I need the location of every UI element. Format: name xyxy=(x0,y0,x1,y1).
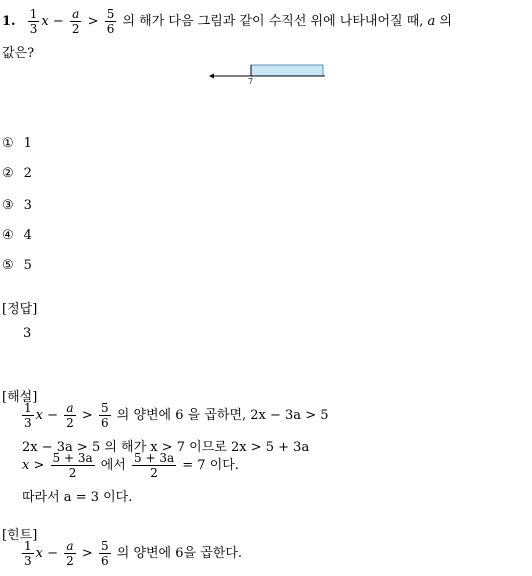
ineq-gt: > xyxy=(87,14,99,29)
hint-fraction-a-half: $\frac{a}{2}$ xyxy=(66,539,74,568)
hint-line xyxy=(22,540,242,567)
choice-3[interactable] xyxy=(2,198,32,213)
solution-label: [해설] xyxy=(2,390,38,405)
solution-gt: > xyxy=(81,408,93,423)
solution-line-4: 따라서 a = 3 이다. xyxy=(22,490,133,505)
answer-label: [정답] xyxy=(2,302,38,317)
tick-label: 7 xyxy=(248,77,254,86)
answer-value: 3 xyxy=(23,326,32,341)
choice-value-3: 3 xyxy=(23,198,32,213)
solution-fraction-five-sixths: $\frac{5}{6}$ xyxy=(100,401,109,430)
choice-value-1: 1 xyxy=(23,136,32,151)
choice-value-2: 2 xyxy=(23,166,32,181)
solution-fraction-4: $\frac{5 + 3a}{2}$ xyxy=(134,451,175,480)
solution-line-1-text: 의 양변에 6 을 곱하면, 2x − 3a > 5 xyxy=(116,408,329,423)
choice-value-4: 4 xyxy=(23,228,32,243)
choice-1[interactable] xyxy=(2,136,32,151)
choice-5[interactable] xyxy=(2,258,32,273)
choice-value-5: 5 xyxy=(23,258,32,273)
choice-marker-1: ① xyxy=(2,136,14,151)
question-text: 의 해가 다음 그림과 같이 수직선 위에 나타내어질 때, xyxy=(122,14,428,29)
choice-marker-2: ② xyxy=(2,166,14,181)
question-number: 1. xyxy=(2,14,16,29)
arrow-left-icon xyxy=(209,74,214,79)
hint-fraction-one-third: $\frac{1}{3}$ xyxy=(24,539,32,568)
hint-text: 의 양변에 6을 곱한다. xyxy=(116,546,243,561)
solution-line-3: x > $\frac{5 + 3a}{2}$ 에서 $\frac{5 + 3a}{2}$ = 7 이다. xyxy=(22,451,239,480)
question-line-1 xyxy=(2,8,452,35)
ineq-mid: x − xyxy=(41,14,64,29)
hint-ineq-mid: x − xyxy=(35,546,58,561)
hint-label: [힌트] xyxy=(2,528,38,543)
choice-2[interactable] xyxy=(2,166,32,181)
solution-region xyxy=(251,65,323,76)
fraction-a-half: $\frac{a}{2}$ xyxy=(71,7,80,36)
solution-fraction-3: $\frac{5 + 3a}{2}$ xyxy=(52,451,93,480)
choice-marker-5: ⑤ xyxy=(2,258,14,273)
hint-gt: > xyxy=(81,546,93,561)
solution-ineq-mid: x − xyxy=(35,408,58,423)
number-line-svg xyxy=(205,62,330,92)
fraction-one-third: $\frac{1}{3}$ xyxy=(29,7,38,36)
var-a: a xyxy=(427,14,436,29)
hint-fraction-five-sixths: $\frac{5}{6}$ xyxy=(100,539,109,568)
solution-line-1 xyxy=(22,402,329,429)
choice-marker-3: ③ xyxy=(2,198,14,213)
number-line-figure xyxy=(205,62,330,92)
fraction-five-sixths: $\frac{5}{6}$ xyxy=(106,7,115,36)
solution-line-2: 2x − 3a > 5 의 해가 x > 7 이므로 2x > 5 + 3a xyxy=(22,440,310,455)
question-text-end: 의 xyxy=(435,14,452,29)
question-line-2: 값은? xyxy=(2,46,35,61)
choice-4[interactable] xyxy=(2,228,32,243)
choice-marker-4: ④ xyxy=(2,228,14,243)
solution-fraction-one-third: $\frac{1}{3}$ xyxy=(24,401,32,430)
solution-fraction-a-half: $\frac{a}{2}$ xyxy=(66,401,74,430)
